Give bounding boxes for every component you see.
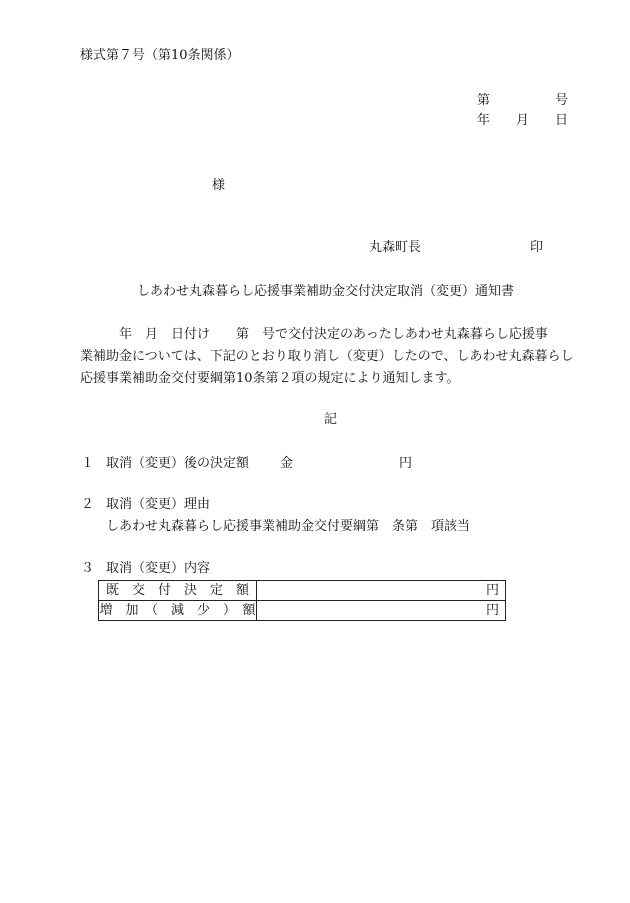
document-title: しあわせ丸森暮らし応援事業補助金交付決定取消（変更）通知書 [137,284,515,299]
item2-number: ２ [81,497,95,512]
item2-label: 取消（変更）理由 [106,497,211,512]
item3-label: 取消（変更）内容 [106,561,211,576]
addressee-honorific: 様 [212,178,226,193]
table-row [99,581,506,601]
body-paragraph [80,324,580,390]
body-line: 年 月 日付け 第 号で交付決定のあったしあわせ丸森暮らし応援事 [80,327,548,342]
table-row-label: 既 交 付 決 定 額 [99,581,257,601]
item1-number: １ [81,456,95,471]
sender-title: 丸森町長 [369,240,422,255]
body-line: 応援事業補助金交付要綱第10条第２項の規定により通知します。 [80,371,460,386]
ki-heading: 記 [324,412,338,427]
table-row-value: 円 [257,601,506,621]
body-line: 業補助金については、下記のとおり取り消し（変更）したので、しあわせ丸森暮らし [80,349,574,364]
item1-kin: 金 [280,456,294,471]
change-content-table [98,580,506,621]
item2-detail: しあわせ丸森暮らし応援事業補助金交付要綱第 条第 項該当 [106,519,471,534]
table-row-label: 増 加 （ 減 少 ） 額 [99,601,257,621]
item3-number: ３ [81,561,95,576]
table-row-value: 円 [257,581,506,601]
table-row [99,601,506,621]
seal-mark: 印 [530,240,544,255]
item1-yen: 円 [399,456,413,471]
form-label: 様式第７号（第10条関係） [80,48,240,63]
document-number-line: 第 号 [477,93,569,108]
date-line: 年 月 日 [477,113,569,128]
item1-label: 取消（変更）後の決定額 [106,456,250,471]
